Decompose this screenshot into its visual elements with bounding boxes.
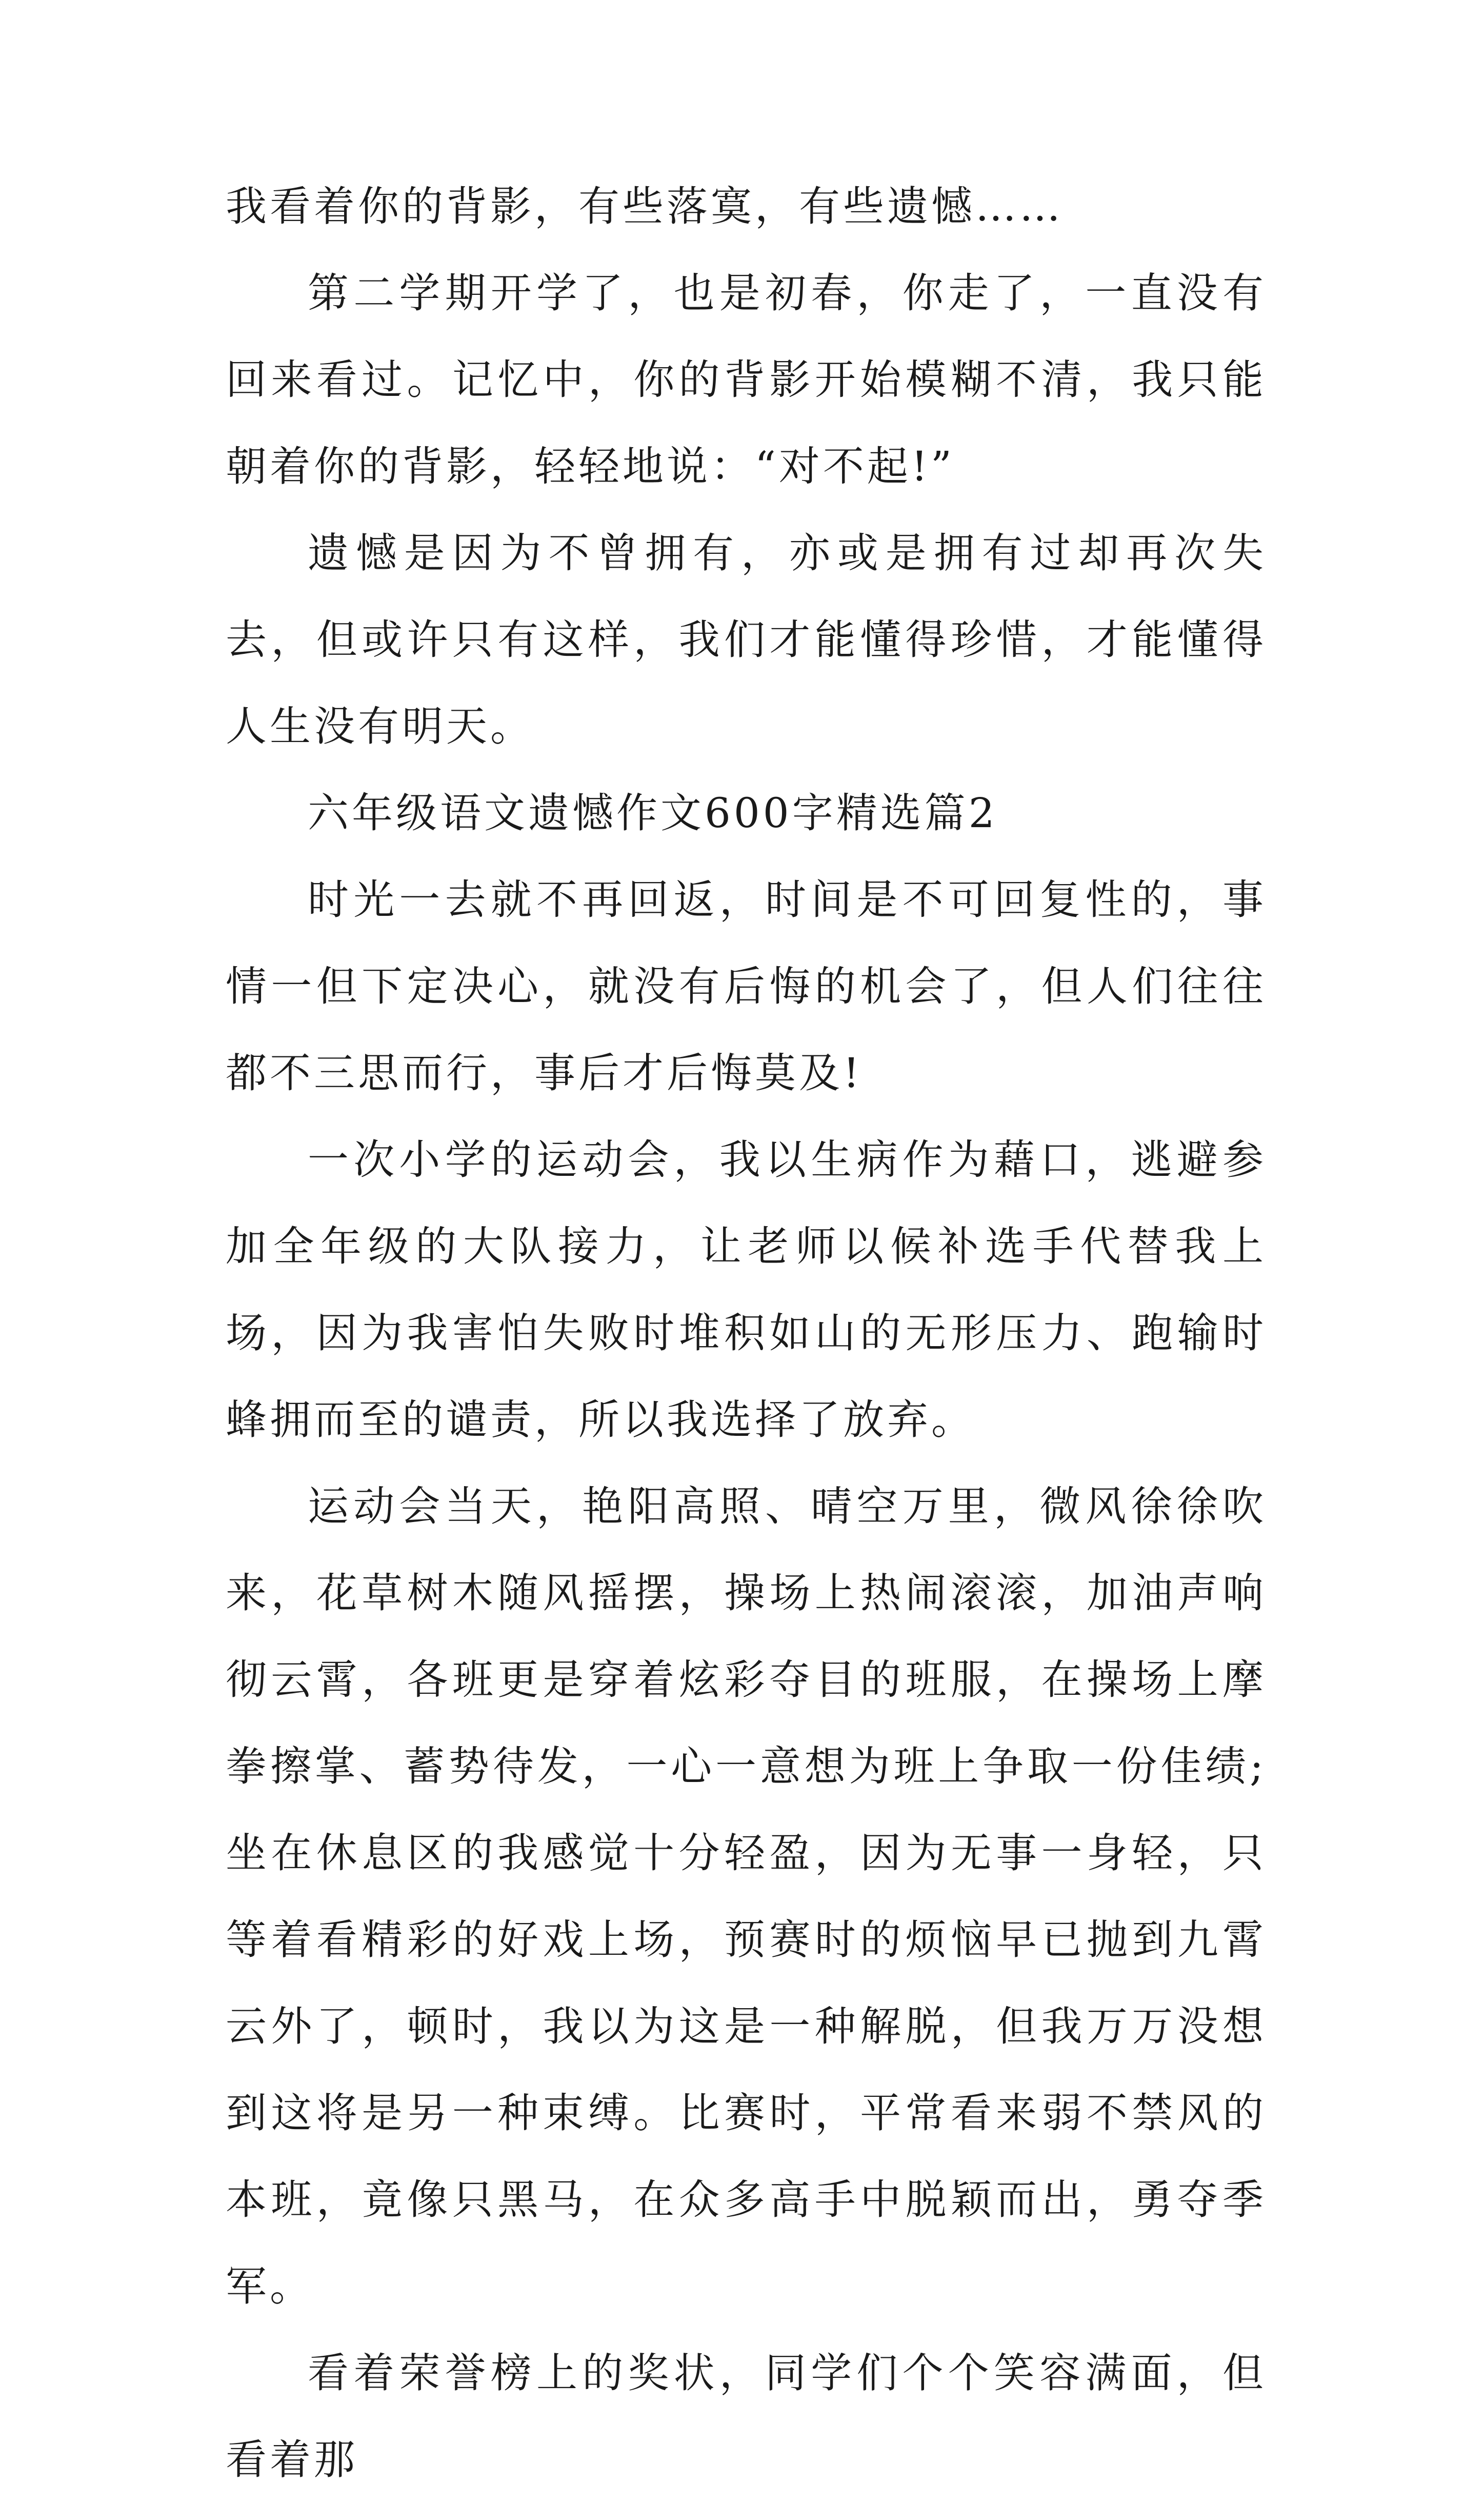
- paragraph: 我看着你的背影，有些落寞，有些遗憾……: [226, 183, 1064, 230]
- paragraph: 第二学期开学了，也是初春，你走了，一直没有回来看过。记忆中，你的背影开始模糊不清，我只能朝着你的背影，轻轻地说：“对不起!”: [226, 269, 1267, 490]
- paragraph: 一次小学的运动会，我以生病作为藉口，逃避参加全年级的大队接力，让老师以候补选手代替我上场，因为我害怕失败时堆积如山的无形压力、跑输时蜂拥而至的谴责，所以我选择了放弃。: [226, 1136, 1267, 1444]
- paragraph: 遗憾是因为不曾拥有，亦或是拥有过却再次失去，但或许只有这样，我们才能懂得珍惜，才能懂得人生没有明天。: [226, 529, 1267, 750]
- section-heading: 六年级语文遗憾作文600字精选篇2: [308, 789, 998, 837]
- text-body: [226, 163, 1267, 2503]
- paragraph: 运动会当天，艳阳高照、晴空万里，微风徐徐吹来，花草树木随风摇摆，操场上热闹滚滚，加油声响彻云霄，各班更是穿着炫彩夺目的班服，在操场上摩拳擦掌、蓄势待发，一心一意想为班上争取一份佳绩;坐在休息区的我感觉十分轻盈，因为无事一身轻，只等着看精彩的好戏上场，预赛时的烦恼早已抛到九霄云外了，顿时，我以为这是一种解脱，但我万万没想到这将是另一种束缚。比赛时，平常看来弱不禁风的本班，竟像只黑马，在众多高手中脱颖而出，勇夺季军。: [226, 1483, 1267, 2310]
- paragraph: 时光一去就不再回返，时间是不可回复性的，事情一但下定决心，就没有后悔的机会了，但人们往往都不三思而行，事后才后悔莫及!: [226, 876, 1267, 1097]
- paragraph: 看着荣誉榜上的奖状，同学们个个笑容满面，但看着那: [226, 2349, 1267, 2484]
